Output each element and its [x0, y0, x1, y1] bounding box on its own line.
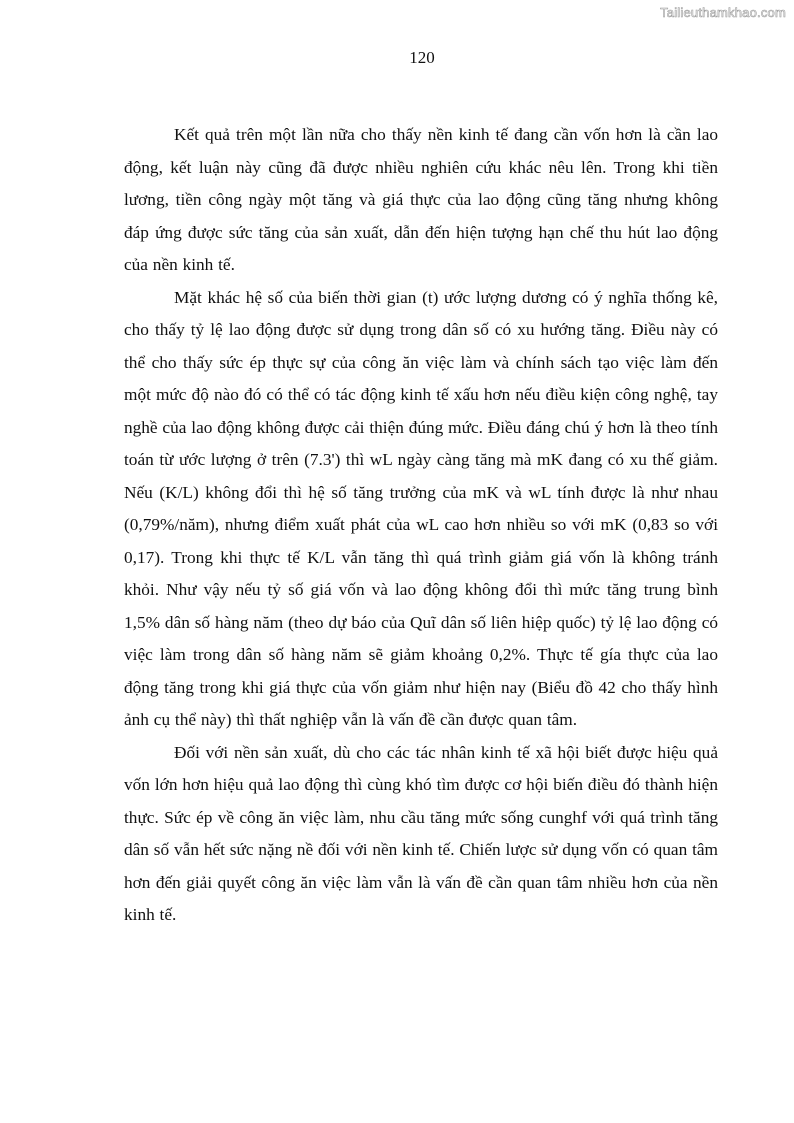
page-number: 120 [409, 48, 435, 67]
paragraph-1: Kết quả trên một lần nữa cho thấy nền kinh tế đang cần vốn hơn là cần lao động, kết luận này cũng đã được nhiều nghiên cứu khác nêu lên. Trong khi tiền lương, tiền công ngày một tăng và giá thực của lao động cũng tăng nhưng không đáp ứng được sức tăng của sản xuất, dẫn đến hiện tượng hạn chế thu hút lao động của nền kinh tế. [124, 125, 718, 274]
document-body [124, 119, 718, 932]
paragraph-3: Đối với nền sản xuất, dù cho các tác nhân kinh tế xã hội biết được hiệu quả vốn lớn hơn hiệu quả lao động thì cùng khó tìm được cơ hội biến điều đó thành hiện thực. Sức ép về công ăn việc làm, nhu cầu tăng mức sống cunghf với quá trình tăng dân số vẫn hết sức nặng nề đối với nền kinh tế. Chiến lược sử dụng vốn có quan tâm hơn đến giải quyết công ăn việc làm vẫn là vấn đề cần quan tâm nhiều hơn của nền kinh tế. [124, 742, 718, 924]
paragraph-2: Mặt khác hệ số của biến thời gian (t) ước lượng dương có ý nghĩa thống kê, cho thấy tỷ lệ lao động được sử dụng trong dân số có xu hướng tăng. Điều này có thể cho thấy sức ép thực sự của công ăn việc làm và chính sách tạo việc làm đến một mức độ nào đó có thể có tác động kinh tế xấu hơn nếu điều kiện công nghệ, tay nghề của lao động không được cải thiện đúng mức. Điều đáng chú ý hơn là theo tính toán từ ước lượng ở trên (7.3') thì wL ngày càng tăng mà mK đang có xu thế giảm. Nếu (K/L) không đổi thì hệ số tăng trưởng của mK và wL tính được là như nhau (0,79%/năm), nhưng điểm xuất phát của wL cao hơn nhiều so với mK (0,83 so với 0,17). Trong khi thực tế K/L vẫn tăng thì quá trình giảm giá vốn là không tránh khỏi. Như vậy nếu tỷ số giá vốn và lao động không đổi thì mức tăng trung bình 1,5% dân số hàng năm (theo dự báo của Quĩ dân số liên hiệp quốc) tỷ lệ lao động có việc làm trong dân số hàng năm sẽ giảm khoảng 0,2%. Thực tế gía thực của lao động tăng trong khi giá thực của vốn giảm như hiện nay (Biểu đồ 42 cho thấy hình ảnh cụ thể này) thì thất nghiệp vẫn là vấn đề cần được quan tâm. [124, 287, 718, 729]
watermark-text: Tailieuthamkhao.com [660, 5, 786, 20]
